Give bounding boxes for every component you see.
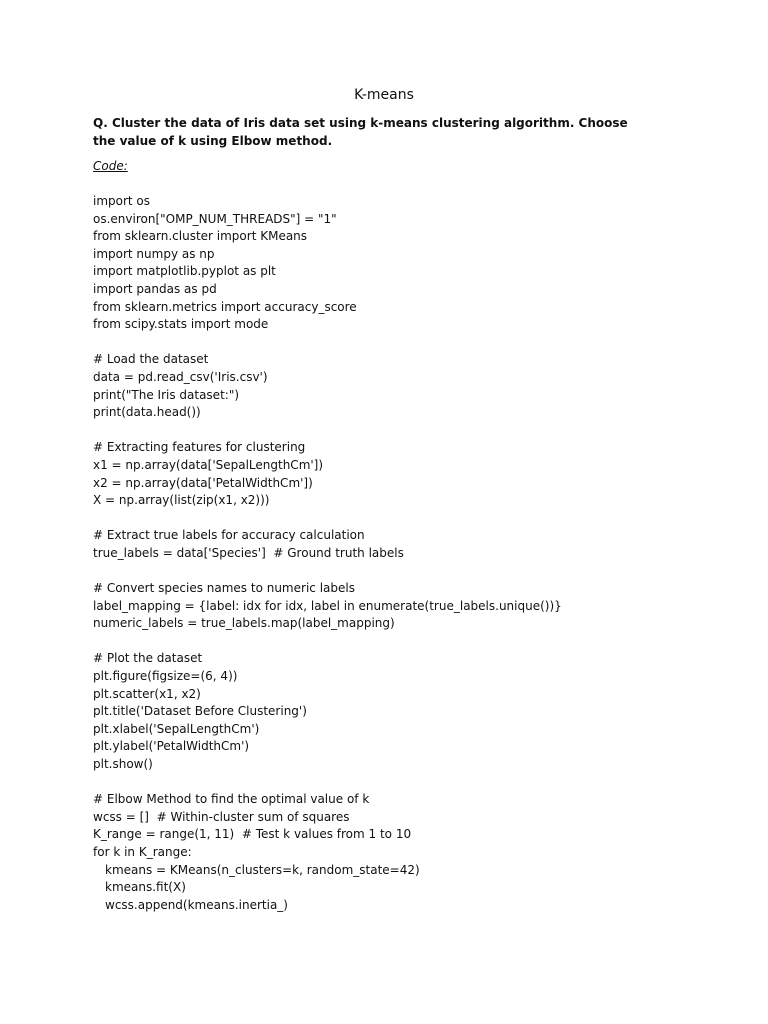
code-line: for k in K_range: — [93, 844, 192, 859]
code-line-blank — [93, 510, 693, 528]
code-line: wcss = [] # Within-cluster sum of squares — [93, 809, 350, 824]
code-line: import matplotlib.pyplot as plt — [93, 264, 276, 279]
code-line: # Convert species names to numeric labels — [93, 581, 355, 596]
code-line-indented: wcss.append(kmeans.inertia_) — [105, 897, 288, 912]
code-line-blank — [93, 562, 693, 580]
code-line: import pandas as pd — [93, 281, 217, 296]
code-line: import os — [93, 194, 151, 208]
code-label: Code: — [93, 159, 128, 173]
code-line: plt.scatter(x1, x2) — [93, 686, 201, 701]
code-line-blank — [93, 774, 693, 792]
code-line: true_labels = data['Species'] # Ground truth labels — [93, 545, 404, 560]
code-line: os.environ["OMP_NUM_THREADS"] = "1" — [93, 211, 337, 226]
document-title: K-means — [354, 87, 414, 103]
code-line: plt.show() — [93, 757, 153, 771]
code-line-indented: kmeans = KMeans(n_clusters=k, random_state=42) — [105, 862, 420, 877]
code-line: # Extracting features for clustering — [93, 440, 306, 455]
code-line: x1 = np.array(data['SepalLengthCm']) — [93, 457, 324, 472]
code-line: from scipy.stats import mode — [93, 317, 269, 332]
code-line: print(data.head()) — [93, 405, 201, 420]
code-block — [93, 193, 693, 914]
code-line: # Plot the dataset — [93, 651, 203, 666]
code-line: # Load the dataset — [93, 352, 209, 367]
code-line: numeric_labels = true_labels.map(label_mapping) — [93, 616, 395, 631]
code-line: # Extract true labels for accuracy calculation — [93, 528, 365, 543]
code-line-blank — [93, 422, 693, 440]
code-line: X = np.array(list(zip(x1, x2))) — [93, 493, 270, 508]
code-line: K_range = range(1, 11) # Test k values from 1 to 10 — [93, 827, 412, 842]
code-line: plt.figure(figsize=(6, 4)) — [93, 669, 238, 684]
code-line-blank — [93, 633, 693, 651]
code-line-indented: kmeans.fit(X) — [105, 880, 186, 895]
code-line: plt.ylabel('PetalWidthCm') — [93, 739, 250, 754]
code-line-blank — [93, 334, 693, 352]
code-line: plt.title('Dataset Before Clustering') — [93, 704, 307, 719]
code-line: label_mapping = {label: idx for idx, label in enumerate(true_labels.unique())} — [93, 598, 562, 613]
code-line: import numpy as np — [93, 246, 215, 261]
question-text: Q. Cluster the data of Iris data set using k-means clustering algorithm. Choose the value of k using Elbow method. — [93, 116, 628, 148]
code-line: from sklearn.cluster import KMeans — [93, 229, 308, 244]
code-line: data = pd.read_csv('Iris.csv') — [93, 369, 268, 384]
code-line: x2 = np.array(data['PetalWidthCm']) — [93, 475, 313, 490]
code-line: plt.xlabel('SepalLengthCm') — [93, 721, 260, 736]
code-line: print("The Iris dataset:") — [93, 387, 240, 402]
code-line: # Elbow Method to find the optimal value of k — [93, 792, 370, 807]
code-line: from sklearn.metrics import accuracy_score — [93, 299, 357, 314]
